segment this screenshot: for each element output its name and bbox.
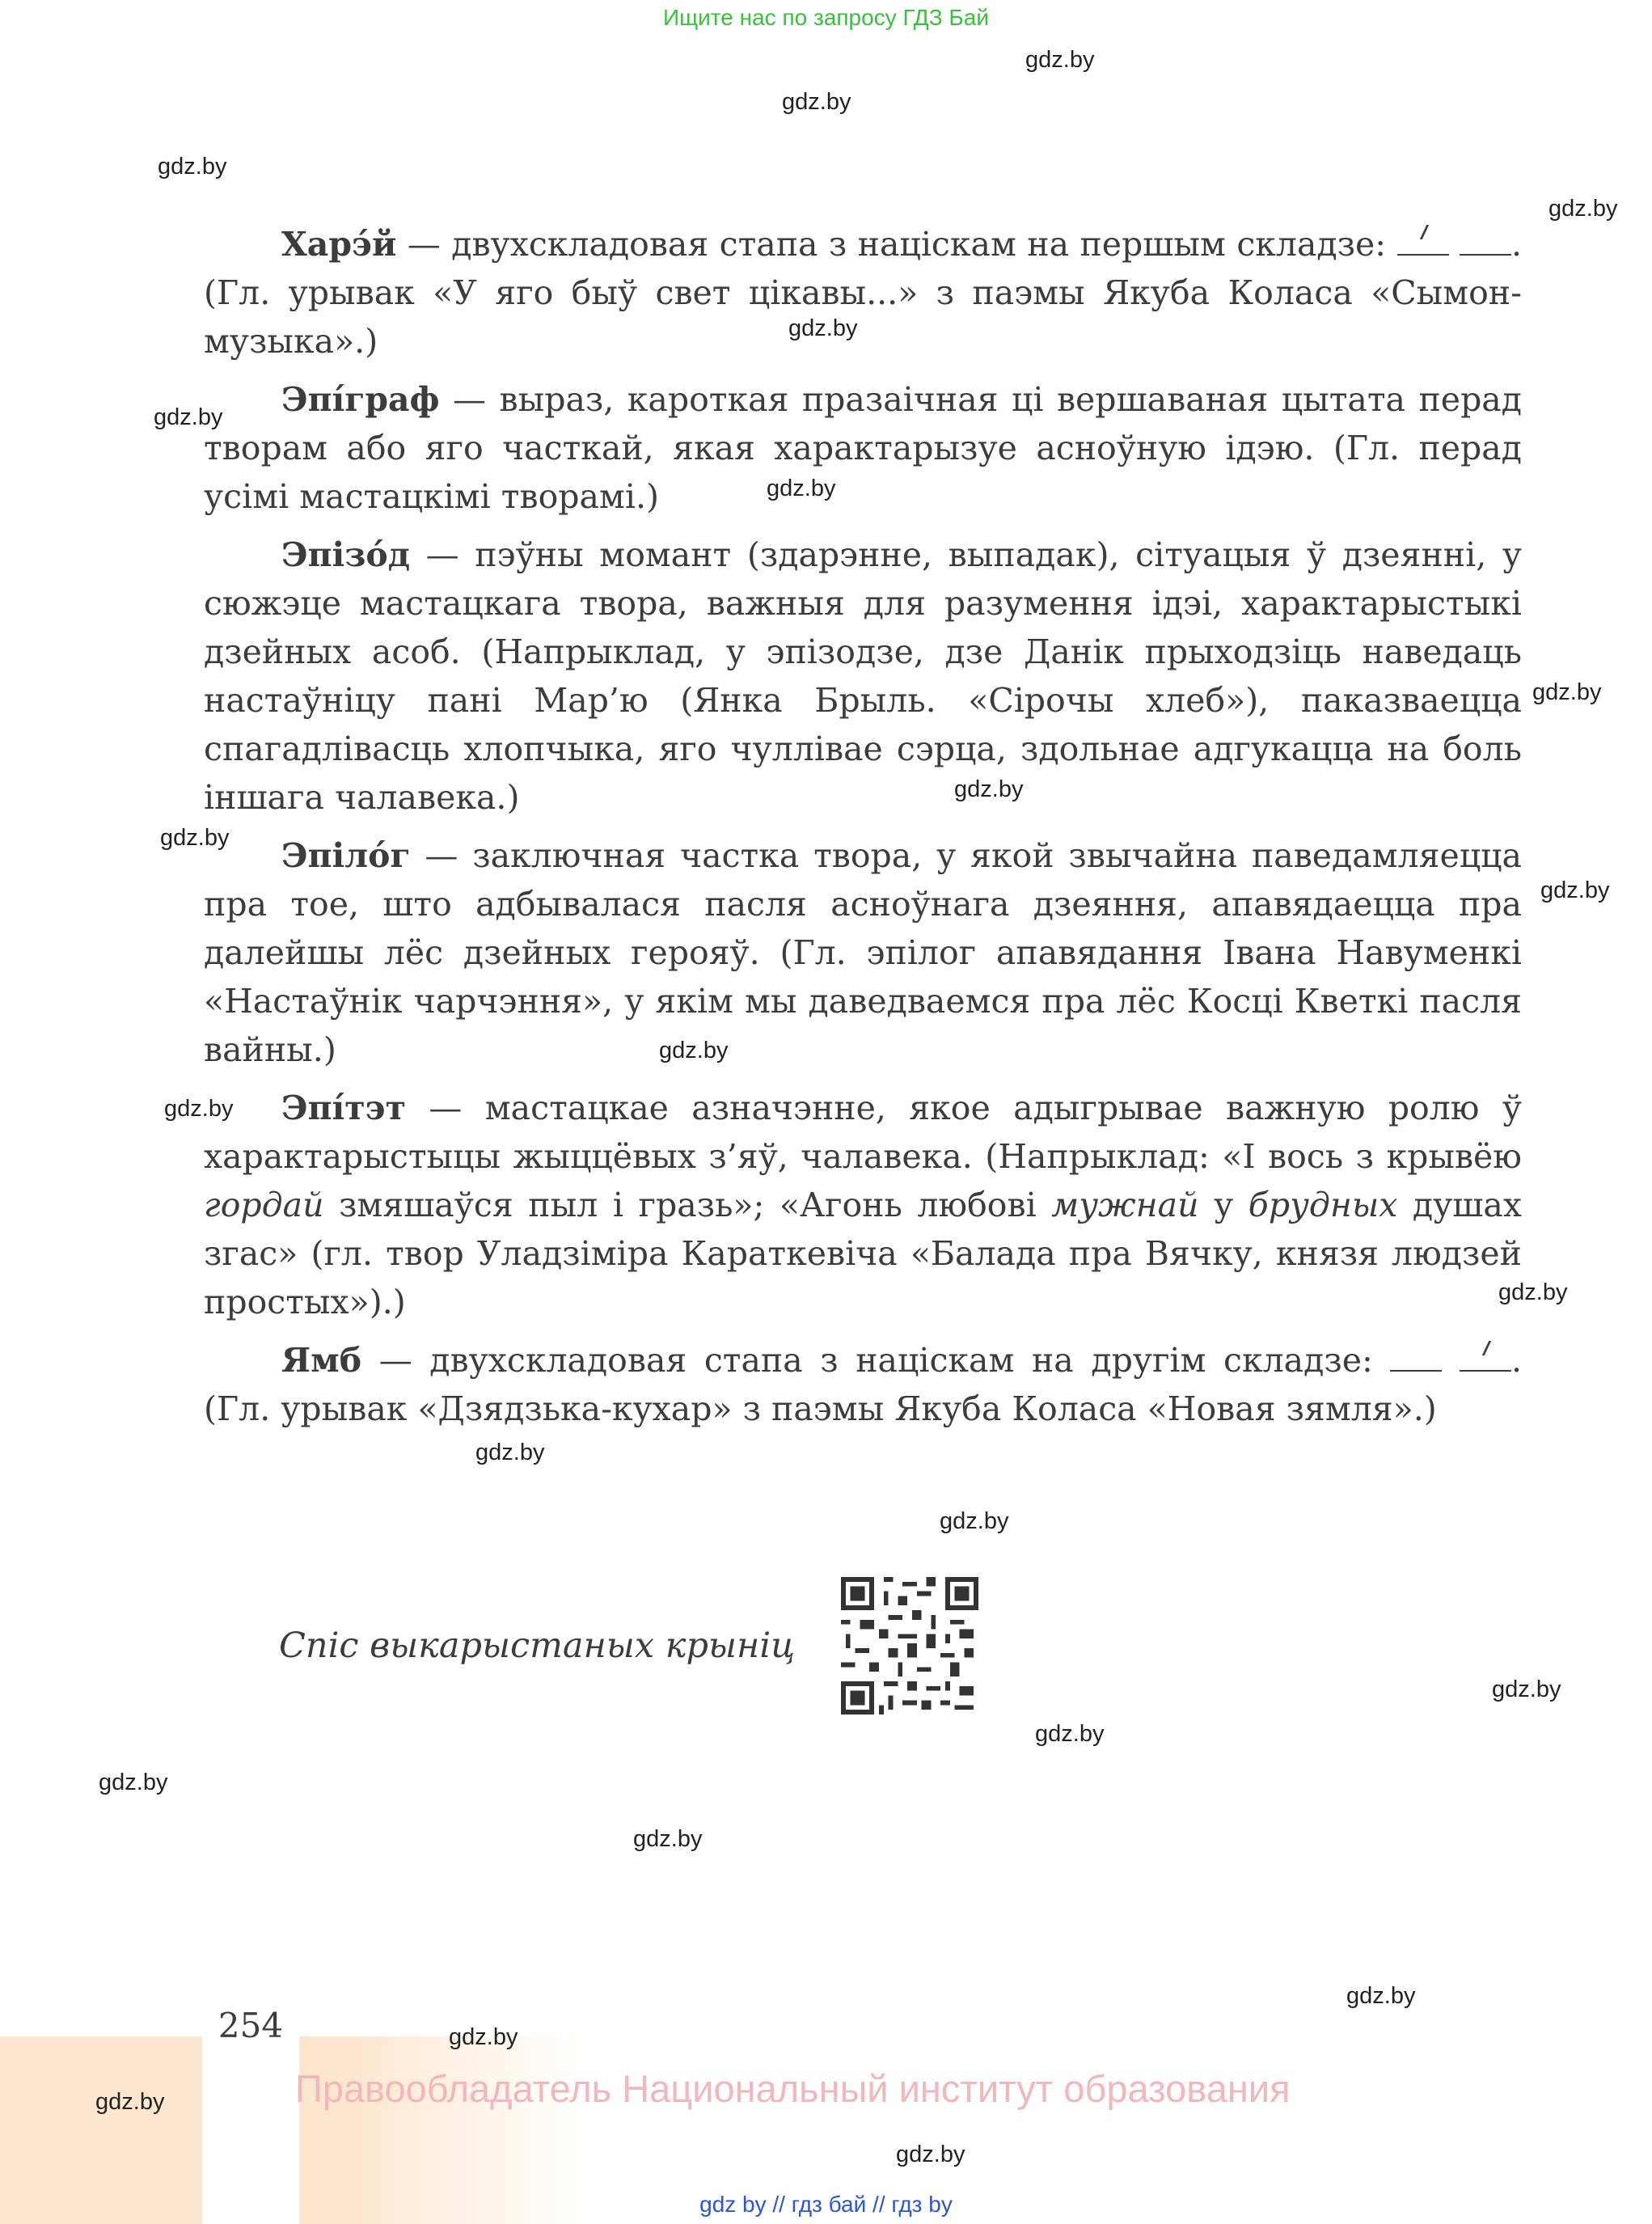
term: Эпізо́д	[281, 535, 411, 574]
watermark: gdz.by	[1548, 196, 1618, 222]
definition: . (Гл. урывак «Дзядзька-кухар» з паэмы Якуба Коласа «Новая зямля».)	[204, 1341, 1522, 1428]
term: Харэ́й	[281, 225, 397, 264]
term: Эпі́тэт	[281, 1089, 406, 1127]
example-word: мужнай	[1051, 1186, 1199, 1224]
watermark: gdz.by	[164, 1096, 234, 1122]
watermark: gdz.by	[475, 1440, 545, 1465]
term: Эпіло́г	[281, 836, 411, 875]
definition: змяшаўся пыл і гразь»; «Агонь любові	[323, 1186, 1052, 1224]
watermark: gdz.by	[659, 1038, 729, 1063]
page-number: 254	[202, 1998, 299, 2224]
watermark: gdz.by	[782, 89, 851, 115]
glossary-entry-khorey	[204, 220, 1522, 366]
watermark: gdz.by	[1532, 679, 1602, 705]
unstressed-syllable-mark	[1460, 225, 1511, 256]
top-banner[interactable]: Ищите нас по запросу ГДЗ Бай	[662, 5, 990, 30]
watermark: gdz.by	[158, 154, 227, 180]
glossary-entry-epithet	[204, 1084, 1522, 1326]
glossary-entry-episode	[204, 531, 1522, 822]
definition: . (Гл. урывак «У яго быў свет цікавы...» з паэмы Якуба Коласа «Сымон-музыка».)	[204, 225, 1522, 361]
copyright-holder: Правообладатель Национальный институт образования	[295, 2067, 1291, 2110]
watermark: gdz.by	[1035, 1721, 1105, 1747]
definition: — мастацкае азначэнне, якое адыгрывае важную ролю ў характарыстыцы жыццёвых з’яў, чалавека. (Напрыклад: «І вось з крывёю	[204, 1089, 1522, 1176]
glossary-content	[204, 220, 1522, 1443]
glossary-entry-iamb	[204, 1336, 1522, 1433]
definition: — двухскладовая стапа з націскам на першым складзе:	[396, 225, 1397, 264]
watermark: gdz.by	[1540, 877, 1610, 903]
watermark: gdz.by	[1025, 47, 1095, 73]
glossary-entry-epigraph	[204, 375, 1522, 521]
watermark: gdz.by	[160, 825, 230, 851]
watermark: gdz.by	[767, 476, 836, 501]
watermark: gdz.by	[788, 315, 858, 341]
watermark: gdz.by	[940, 1508, 1009, 1534]
definition: — заключная частка твора, у якой звычайна паведамляецца пра тое, што адбывалася пасля асноўнага дзеяння, апавядаецца пра далейшы лёс дзейных герояў. (Гл. эпілог апавядання Івана Навуменкі «Настаўнік чарчэння», у якім мы даведваемся пра лёс Косці Кветкі пасля вайны.)	[204, 836, 1522, 1069]
term: Эпі́граф	[281, 380, 440, 419]
watermark: gdz.by	[1346, 1983, 1416, 2009]
unstressed-syllable-mark	[1390, 1341, 1442, 1372]
qr-code-icon[interactable]	[841, 1577, 978, 1715]
watermark: gdz.by	[633, 1826, 703, 1852]
sources-heading[interactable]: Спіс выкарыстаных крыніц	[279, 1626, 796, 1666]
example-word: гордай	[204, 1186, 324, 1224]
definition: — выраз, кароткая празаічная ці вершаваная цытата перад творам або яго часткай, якая характарызуе асноўную ідэю. (Гл. перад усімі мастацкімі творамі.)	[204, 380, 1522, 516]
watermark: gdz.by	[1492, 1676, 1561, 1702]
watermark: gdz.by	[954, 776, 1024, 802]
bottom-links[interactable]: gdz by // гдз бай // гдз by	[699, 2192, 953, 2217]
definition: душах згас» (гл. твор Уладзіміра Караткевіча «Балада пра Вячку, князя людзей простых»).)	[204, 1186, 1522, 1321]
watermark: gdz.by	[154, 404, 223, 430]
definition: — пэўны момант (здарэнне, выпадак), сітуацыя ў дзеянні, у сюжэце мастацкага твора, важныя для разумення ідэі, характарыстыкі дзейных асоб. (Напрыклад, у эпізодзе, дзе Данік прыходзіць наведаць настаўніцу пані Мар’ю (Янка Брыль. «Сірочы хлеб»), паказваецца спагадлівасць хлопчыка, яго чуллівае сэрца, здольнае адгукацца на боль іншага чалавека.)	[204, 535, 1522, 817]
watermark: gdz.by	[95, 2089, 165, 2115]
glossary-entry-epilogue	[204, 831, 1522, 1074]
stressed-syllable-mark	[1460, 1341, 1511, 1372]
watermark: gdz.by	[449, 2024, 518, 2050]
definition: — двухскладовая стапа з націскам на другім складзе:	[361, 1341, 1391, 1380]
stressed-syllable-mark	[1397, 225, 1449, 256]
term: Ямб	[281, 1341, 362, 1380]
watermark: gdz.by	[896, 2142, 965, 2167]
watermark: gdz.by	[1498, 1279, 1568, 1305]
watermark: gdz.by	[99, 1769, 168, 1795]
definition: у	[1198, 1186, 1249, 1224]
example-word: брудных	[1248, 1186, 1398, 1224]
